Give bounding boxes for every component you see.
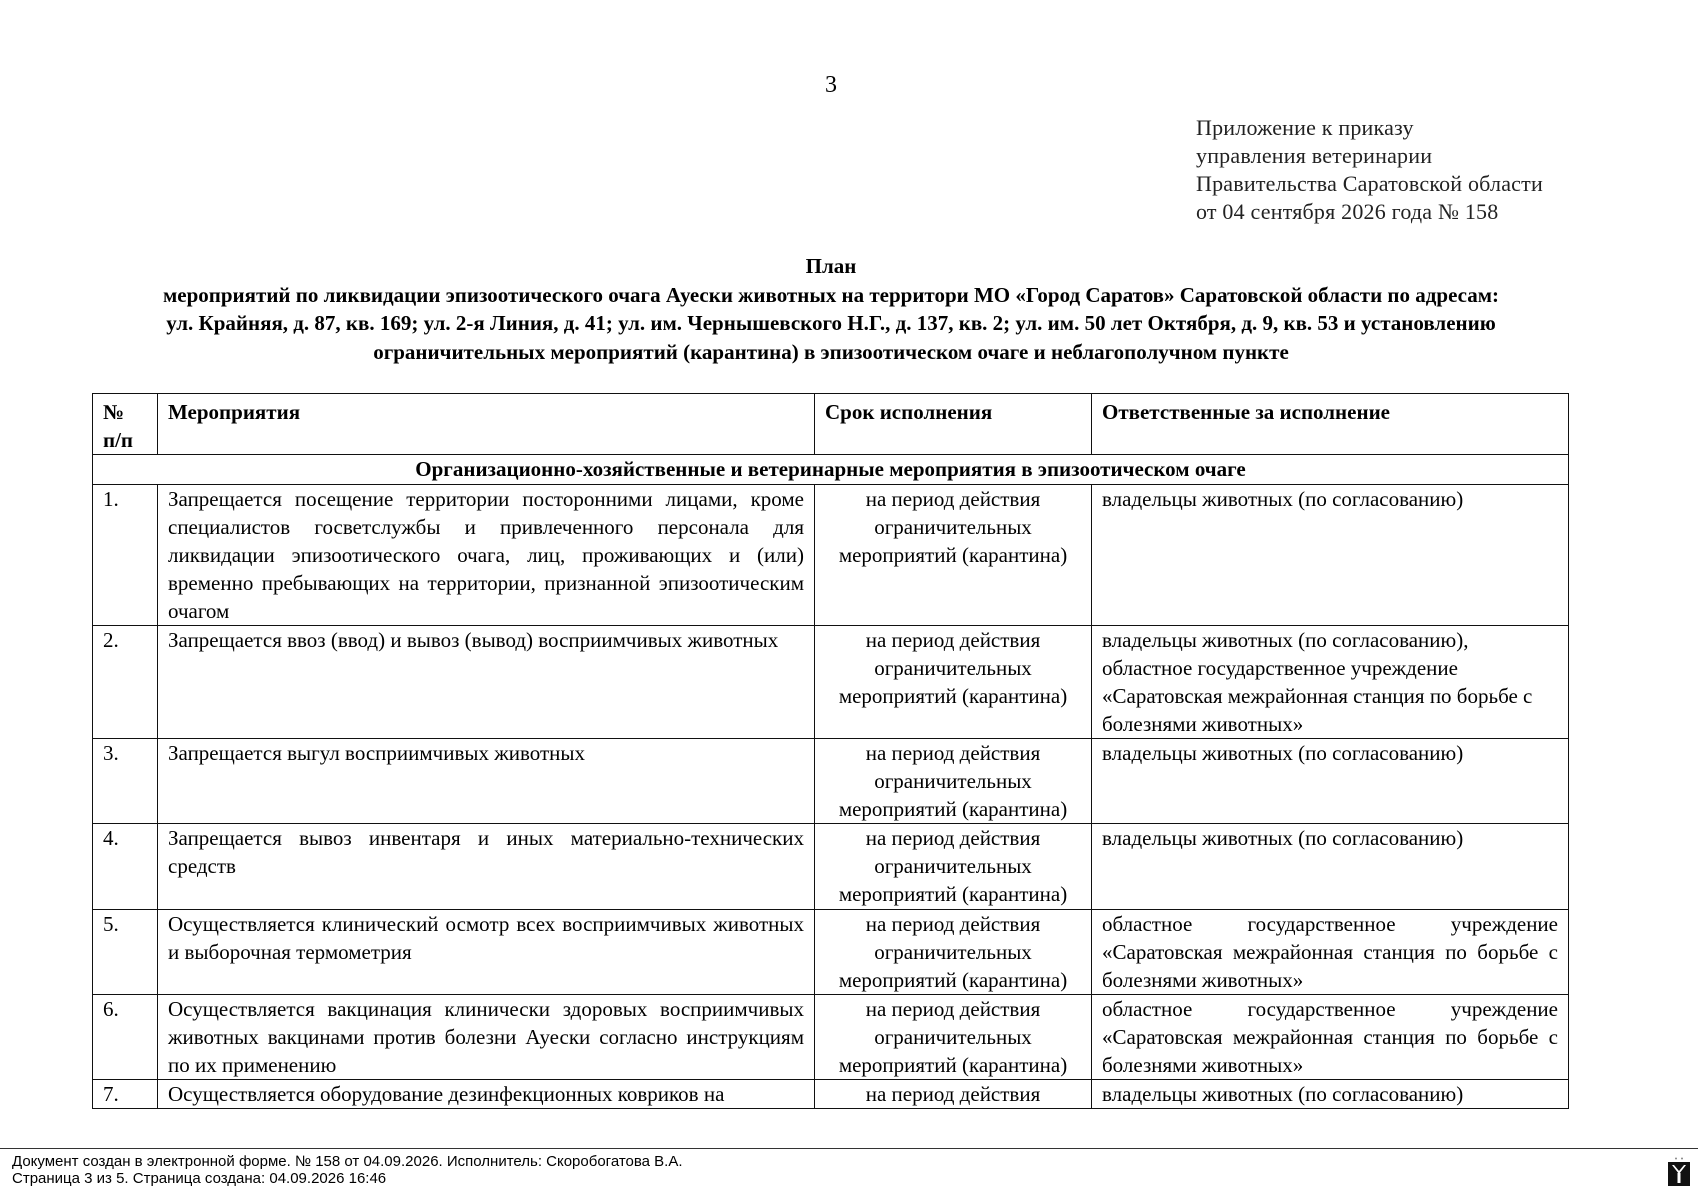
row-event: Осуществляется вакцинация клинически здоровых восприимчивых животных вакцинами против болезни Ауески согласно инструкциям по их применению [158,995,815,1080]
title-line: мероприятий по ликвидации эпизоотического очага Ауески животных на территори МО «Город Саратов» Саратовской области по адресам: [162,282,1500,307]
row-event: Осуществляется оборудование дезинфекционных ковриков на [158,1080,815,1109]
document-title [70,252,1592,366]
header-num: № п/п [93,394,158,455]
table-row [93,1080,1569,1109]
row-term [815,1080,1092,1109]
row-event: Запрещается вывоз инвентаря и иных материально-технических средств [158,824,815,910]
footer [12,1153,683,1187]
row-responsible: владельцы животных (по согласованию) [1092,824,1569,910]
row-number: 2. [93,626,158,739]
table-row [93,626,1569,739]
footer-divider [0,1148,1698,1149]
term-line: на период действия [865,997,1041,1021]
term-line: мероприятий (карантина) [838,968,1068,992]
table-row [93,995,1569,1080]
row-number: 4. [93,824,158,910]
row-responsible: владельцы животных (по согласованию) [1092,739,1569,824]
term-line: ограничительных [874,656,1032,680]
appendix-line: Приложение к приказу [1196,115,1414,140]
header-term: Срок исполнения [815,394,1092,455]
footer-line-1: Документ создан в электронной форме. № 158 от 04.09.2026. Исполнитель: Скоробогатова В.А. [12,1153,683,1170]
row-term [815,485,1092,626]
row-term [815,824,1092,910]
row-responsible: владельцы животных (по согласованию), областное государственное учреждение «Саратовская межрайонная станция по борьбе с болезнями животных» [1092,626,1569,739]
row-number: 3. [93,739,158,824]
row-term [815,995,1092,1080]
row-responsible: владельцы животных (по согласованию) [1092,485,1569,626]
row-responsible: областное государственное учреждение «Саратовская межрайонная станция по борьбе с болезнями животных» [1092,995,1569,1080]
term-line: на период действия [865,628,1041,652]
row-term [815,739,1092,824]
term-line: мероприятий (карантина) [838,1053,1068,1077]
header-resp: Ответственные за исполнение [1092,394,1569,455]
term-line: мероприятий (карантина) [838,684,1068,708]
title-line: ограничительных мероприятий (карантина) в эпизоотическом очаге и неблагополучном пункте [373,339,1289,364]
table-row [93,910,1569,995]
term-line: на период действия [865,826,1041,850]
table-row [93,485,1569,626]
term-line: ограничительных [874,854,1032,878]
term-line: мероприятий (карантина) [838,543,1068,567]
plan-table [92,393,1569,1109]
appendix-line: Правительства Саратовской области [1196,171,1543,196]
title-line: ул. Крайняя, д. 87, кв. 169; ул. 2-я Линия, д. 41; ул. им. Чернышевского Н.Г., д. 137, кв. 2; ул. им. 50 лет Октября, д. 9, кв. 53 и установлению [166,311,1496,335]
table-header-row [93,394,1569,455]
term-line: мероприятий (карантина) [838,797,1068,821]
section-row [93,455,1569,485]
term-line: ограничительных [874,940,1032,964]
row-number: 1. [93,485,158,626]
row-event: Запрещается ввоз (ввод) и вывоз (вывод) восприимчивых животных [158,626,815,739]
row-responsible: владельцы животных (по согласованию) [1092,1080,1569,1109]
row-term [815,910,1092,995]
page-number: 3 [825,72,837,98]
table-row [93,824,1569,910]
header-event: Мероприятия [158,394,815,455]
row-event: Запрещается выгул восприимчивых животных [158,739,815,824]
row-number: 7. [93,1080,158,1109]
term-line: на период действия [865,487,1041,511]
row-number: 6. [93,995,158,1080]
row-event: Запрещается посещение территории посторонними лицами, кроме специалистов госветслужбы и привлеченного персонала для ликвидации эпизоотического очага, лиц, проживающих и (или) временно пребывающих на территории, признанной эпизоотическим очагом [158,485,815,626]
table-row [93,739,1569,824]
term-line: на период действия [865,1082,1041,1106]
row-responsible: областное государственное учреждение «Саратовская межрайонная станция по борьбе с болезнями животных» [1092,910,1569,995]
row-event: Осуществляется клинический осмотр всех восприимчивых животных и выборочная термометрия [158,910,815,995]
term-line: ограничительных [874,515,1032,539]
title-line: План [805,254,857,278]
regional-emblem-icon [1668,1156,1690,1186]
term-line: на период действия [865,912,1041,936]
term-line: мероприятий (карантина) [838,882,1068,906]
row-number: 5. [93,910,158,995]
term-line: ограничительных [874,1025,1032,1049]
appendix-line: управления ветеринарии [1196,143,1433,168]
term-line: ограничительных [874,769,1032,793]
term-line: на период действия [865,741,1041,765]
footer-line-2: Страница 3 из 5. Страница создана: 04.09.2026 16:46 [12,1170,387,1187]
section-title: Организационно-хозяйственные и ветеринарные мероприятия в эпизоотическом очаге [93,455,1569,485]
row-term [815,626,1092,739]
appendix-block [1196,114,1543,226]
appendix-line: от 04 сентября 2026 года № 158 [1196,199,1499,224]
